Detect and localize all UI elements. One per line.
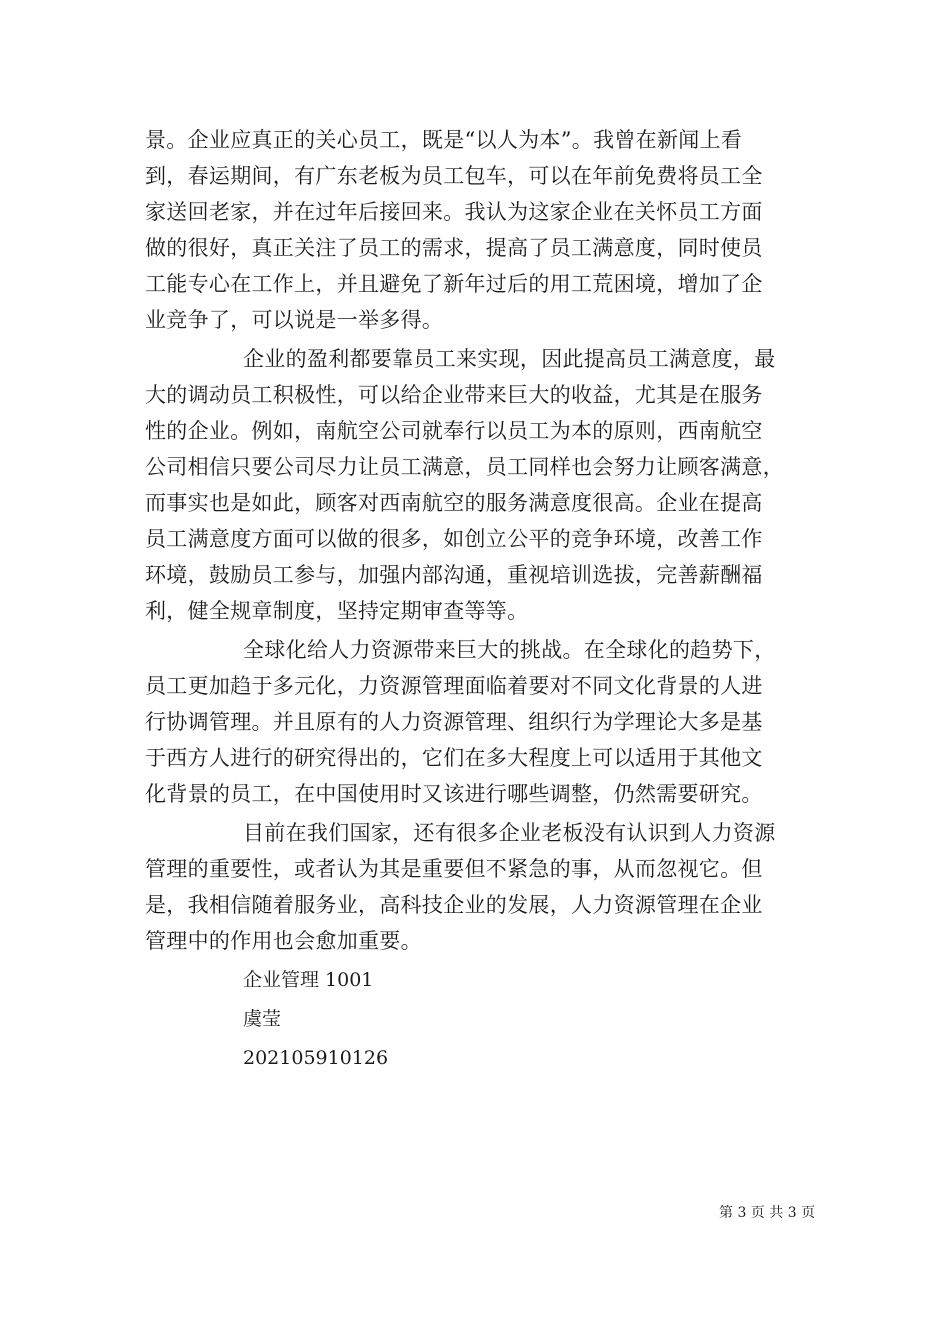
- paragraph-4-line-4: 管理中的作用也会愈加重要。: [145, 929, 422, 953]
- paragraph-1-line-6: 业竞争了，可以说是一举多得。: [145, 308, 444, 332]
- paragraph-4-line-1: 目前在我们国家，还有很多企业老板没有认识到人力资源: [243, 821, 776, 845]
- paragraph-1-line-5: 工能专心在工作上，并且避免了新年过后的用工荒困境，增加了企: [145, 272, 763, 296]
- paragraph-2-line-7: 环境，鼓励员工参与，加强内部沟通，重视培训选拔，完善薪酬福: [145, 563, 763, 587]
- paragraph-3-line-2: 员工更加趋于多元化，力资源管理面临着要对不同文化背景的人进: [145, 674, 763, 698]
- signature-class: 企业管理 1001: [243, 969, 374, 991]
- paragraph-2-line-1: 企业的盈利都要靠员工来实现，因此提高员工满意度，最: [243, 347, 776, 371]
- page-number-footer: 第 3 页 共 3 页: [719, 1205, 816, 1221]
- paragraph-2-line-6: 员工满意度方面可以做的很多，如创立公平的竞争环境，改善工作: [145, 527, 763, 551]
- paragraph-1-line-3: 家送回老家，并在过年后接回来。我认为这家企业在关怀员工方面: [145, 200, 763, 224]
- paragraph-1-line-2: 到，春运期间，有广东老板为员工包车，可以在年前免费将员工全: [145, 164, 763, 188]
- paragraph-2-line-5: 而事实也是如此，顾客对西南航空的服务满意度很高。企业在提高: [145, 491, 763, 515]
- paragraph-1-line-4: 做的很好，真正关注了员工的需求，提高了员工满意度，同时使员: [145, 236, 763, 260]
- paragraph-3-line-1: 全球化给人力资源带来巨大的挑战。在全球化的趋势下，: [243, 638, 776, 662]
- paragraph-3-line-5: 化背景的员工，在中国使用时又该进行哪些调整，仍然需要研究。: [145, 782, 763, 806]
- paragraph-4-line-3: 是，我相信随着服务业，高科技企业的发展，人力资源管理在企业: [145, 893, 763, 917]
- paragraph-3-line-4: 于西方人进行的研究得出的，它们在多大程度上可以适用于其他文: [145, 746, 763, 770]
- paragraph-4-line-2: 管理的重要性，或者认为其是重要但不紧急的事，从而忽视它。但: [145, 857, 763, 881]
- paragraph-3-line-3: 行协调管理。并且原有的人力资源管理、组织行为学理论大多是基: [145, 710, 763, 734]
- paragraph-2-line-4: 公司相信只要公司尽力让员工满意，员工同样也会努力让顾客满意，: [145, 455, 784, 479]
- signature-author: 虞莹: [243, 1008, 282, 1030]
- signature-student-id: 202105910126: [243, 1047, 389, 1069]
- paragraph-2-line-8: 利，健全规章制度，坚持定期审查等等。: [145, 599, 529, 623]
- paragraph-2-line-3: 性的企业。例如，南航空公司就奉行以员工为本的原则，西南航空: [145, 419, 763, 443]
- paragraph-2-line-2: 大的调动员工积极性，可以给企业带来巨大的收益，尤其是在服务: [145, 383, 763, 407]
- paragraph-1-line-1: 景。企业应真正的关心员工，既是“以人为本”。我曾在新闻上看: [145, 128, 743, 152]
